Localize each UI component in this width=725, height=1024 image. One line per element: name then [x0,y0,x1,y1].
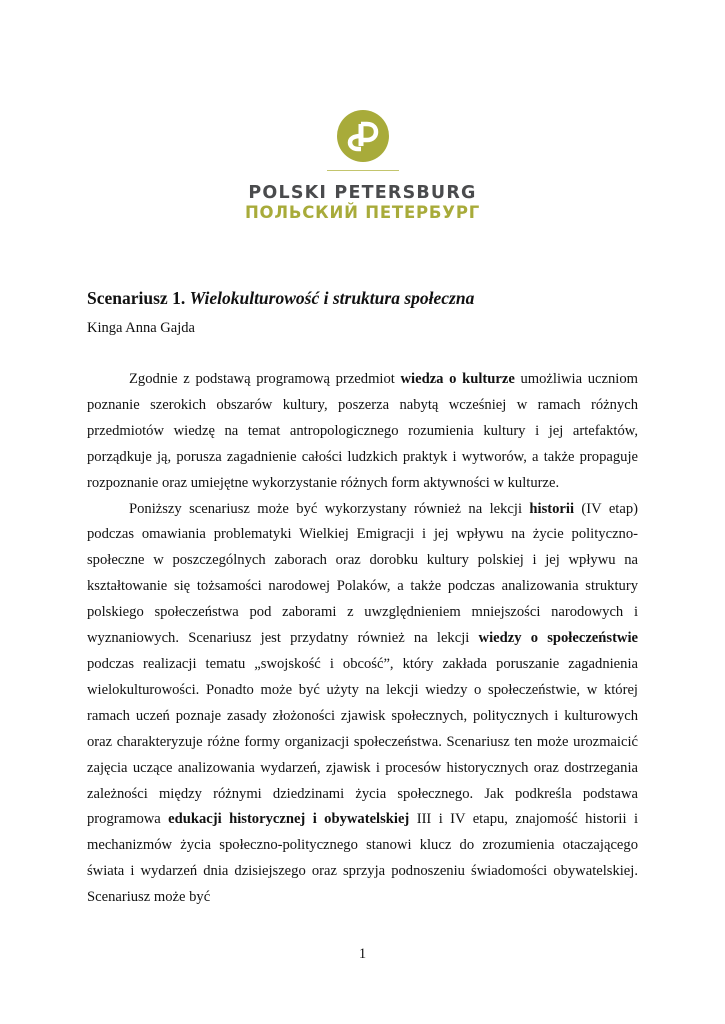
paragraph-2 [87,497,638,912]
document-title [87,288,474,309]
polski-petersburg-logo-icon [337,110,389,162]
logo [0,110,725,223]
paragraph-text: III i IV etapu, znajomość historii i mechanizmów życia społeczno-politycznego stanowi klucz do zrozumienia otaczającego świata i wydarzeń dnia dzisiejszego oraz sprzyja podnoszeniu świadomości obywatelskiej. Scenariusz może być [87,811,639,906]
bold-term: edukacji historycznej i obywatelskiej [168,811,410,828]
paragraph-text: Zgodnie z podstawą programową przedmiot [129,371,401,387]
author-name: Kinga Anna Gajda [87,320,195,336]
paragraph-text: podczas realizacji tematu „swojskość i obcość”, który zakłada poruszanie zagadnienia wielokulturowości. Ponadto może być użyty na lekcji wiedzy o społeczeństwie, w której ramach uczeń poznaje zasady złożoności zjawisk społecznych, politycznych i kulturowych oraz charakteryzuje różne formy organizacji społeczeństwa. Scenariusz ten może urozmaicić zajęcia uczące analizowania wydarzeń, zjawisk i procesów historycznych oraz dostrzegania zależności między różnymi dziedzinami życia społecznego. Jak podkreśla podstawa programowa [87,655,638,828]
page-number: 1 [358,946,367,962]
body-text [87,367,638,911]
paragraph-text: umożliwia uczniom poznanie szerokich obszarów kultury, poszerza nabytą wcześniej w ramach różnych przedmiotów wiedzę na temat antropologicznego rozumienia kultury i jej artefaktów, porządkuje ją, porusza zagadnienie całości ludzkich praktyk i wytworów, a także propaguje rozpoznanie oraz umiejętne wykorzystanie różnych form aktywności w kulturze. [87,371,638,491]
logo-text-cyrillic: ПОЛЬСКИЙ ПЕТЕРБУРГ [244,203,481,222]
logo-divider [327,170,399,171]
paragraph-text: Poniższy scenariusz może być wykorzystany również na lekcji [129,500,530,517]
paragraph-1 [87,367,638,497]
bold-term: wiedza o kulturze [400,371,515,387]
paragraph-text: (IV etap) podczas omawiania problematyki Wielkiej Emigracji i jej wpływu na życie polityczno-społeczne w poszczególnych zaborach oraz dorobku kultury polskiej i jej wpływu na kształtowanie się tożsamości narodowej Polaków, a także podczas analizowania struktury polskiego społeczeństwa pod zaborami z uwzględnieniem mniejszości narodowych i wyznaniowych. Scenariusz jest przydatny również na lekcji [87,500,638,647]
title-prefix: Scenariusz 1. [87,288,190,308]
bold-term: historii [529,500,575,517]
title-italic: Wielokulturowość i struktura społeczna [189,288,475,308]
logo-text-latin: POLSKI PETERSBURG [248,183,477,203]
bold-term: wiedzy o społeczeństwie [478,630,639,647]
